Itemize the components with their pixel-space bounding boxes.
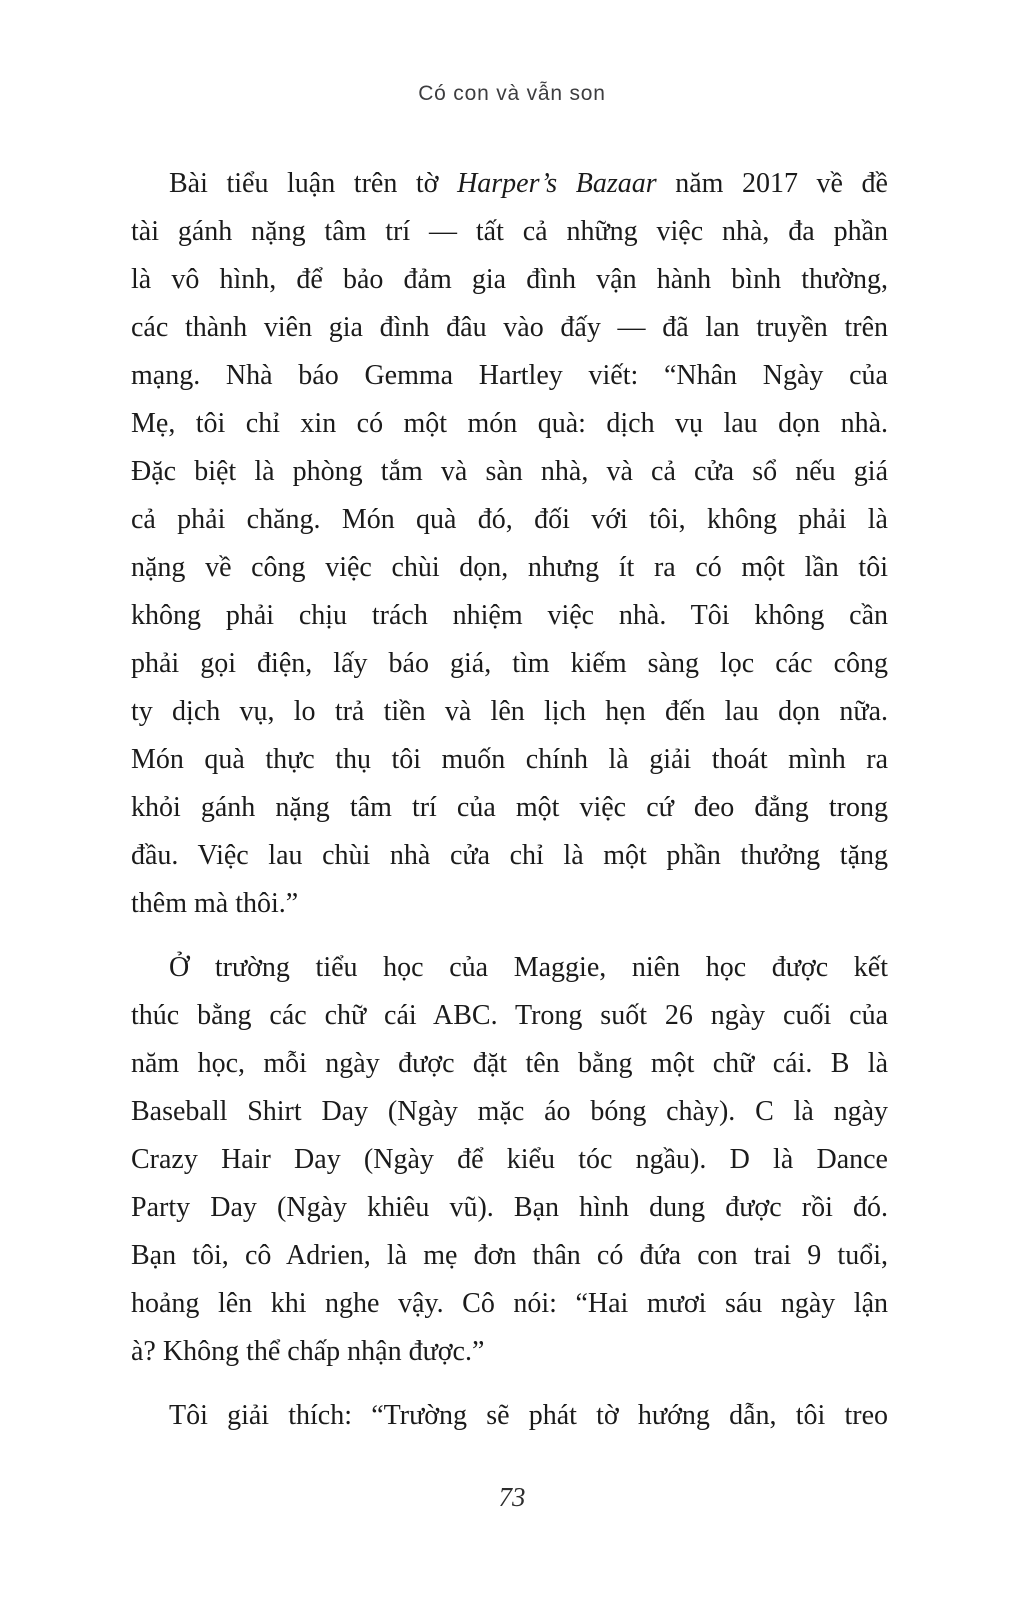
text-line: phải gọi điện, lấy báo giá, tìm kiếm sàng lọc các công <box>131 648 888 679</box>
text-line: Bạn tôi, cô Adrien, là mẹ đơn thân có đứa con trai 9 tuổi, <box>131 1240 888 1271</box>
text-line: mạng. Nhà báo Gemma Hartley viết: “Nhân Ngày của <box>131 360 888 391</box>
text-line: cả phải chăng. Món quà đó, đối với tôi, không phải là <box>131 504 888 535</box>
text-line: Crazy Hair Day (Ngày để kiểu tóc ngầu). D là Dance <box>131 1144 888 1175</box>
text-line: Party Day (Ngày khiêu vũ). Bạn hình dung được rồi đó. <box>131 1192 888 1223</box>
text-line: nặng về công việc chùi dọn, nhưng ít ra có một lần tôi <box>131 552 888 583</box>
text-line: à? Không thể chấp nhận được.” <box>131 1336 485 1367</box>
text-line: Đặc biệt là phòng tắm và sàn nhà, và cả cửa sổ nếu giá <box>131 456 888 487</box>
text-line: năm học, mỗi ngày được đặt tên bằng một chữ cái. B là <box>131 1048 888 1079</box>
text-line: Baseball Shirt Day (Ngày mặc áo bóng chày). C là ngày <box>131 1096 888 1127</box>
page-number: 73 <box>498 1482 526 1512</box>
text-line: thúc bằng các chữ cái ABC. Trong suốt 26 ngày cuối của <box>131 1000 888 1031</box>
text-line: Tôi giải thích: “Trường sẽ phát tờ hướng dẫn, tôi treo <box>169 1400 888 1431</box>
running-header: Có con và vẫn son <box>418 82 606 105</box>
text-line: Món quà thực thụ tôi muốn chính là giải thoát mình ra <box>131 744 888 775</box>
paragraph <box>131 1392 888 1440</box>
text-line <box>131 160 888 208</box>
paragraph <box>131 160 888 928</box>
text-line: không phải chịu trách nhiệm việc nhà. Tôi không cần <box>131 600 888 631</box>
text-line: hoảng lên khi nghe vậy. Cô nói: “Hai mươi sáu ngày lận <box>131 1288 888 1319</box>
text-line: Ở trường tiểu học của Maggie, niên học được kết <box>169 952 888 983</box>
text-line: thêm mà thôi.” <box>131 888 299 919</box>
text-line: khỏi gánh nặng tâm trí của một việc cứ đeo đẳng trong <box>131 792 888 823</box>
text-segment: Bài tiểu luận trên tờ <box>169 168 458 199</box>
text-line: đầu. Việc lau chùi nhà cửa chỉ là một phần thưởng tặng <box>131 840 888 871</box>
italic-publication-title: Harper’s Bazaar <box>457 168 657 199</box>
text-line: ty dịch vụ, lo trả tiền và lên lịch hẹn đến lau dọn nữa. <box>131 696 888 727</box>
text-line: tài gánh nặng tâm trí — tất cả những việc nhà, đa phần <box>131 216 888 247</box>
text-line: các thành viên gia đình đâu vào đấy — đã lan truyền trên <box>131 312 888 343</box>
text-line: Mẹ, tôi chỉ xin có một món quà: dịch vụ lau dọn nhà. <box>131 408 888 439</box>
paragraph <box>131 944 888 1376</box>
body-text <box>131 160 888 1456</box>
text-segment: năm 2017 về đề <box>656 168 888 199</box>
text-line: là vô hình, để bảo đảm gia đình vận hành bình thường, <box>131 264 888 295</box>
